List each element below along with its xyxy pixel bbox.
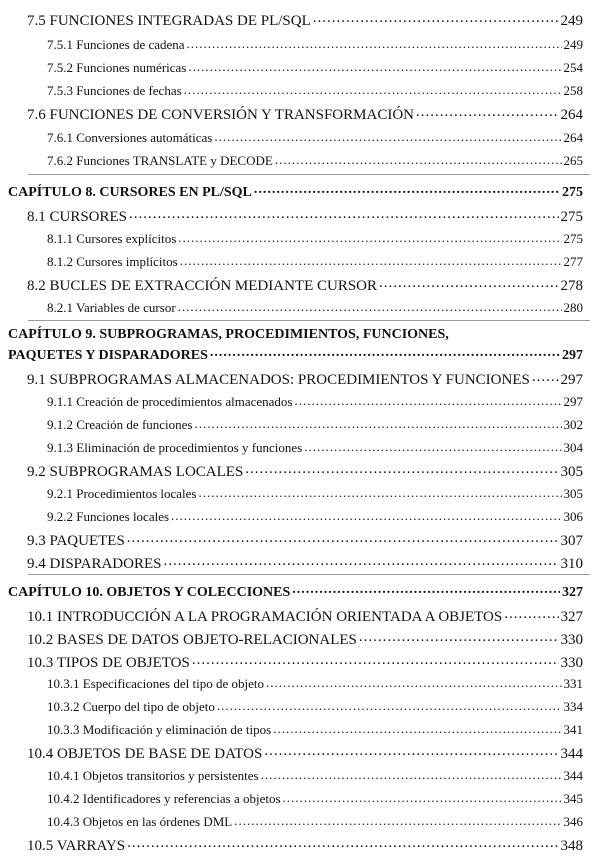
- toc-page: 258: [563, 83, 583, 98]
- toc-label: 9.2 SUBPROGRAMAS LOCALES: [27, 464, 244, 480]
- toc-page: 275: [560, 209, 583, 225]
- dot-leader: [275, 152, 562, 165]
- dot-leader: [129, 206, 558, 221]
- dot-leader: [180, 253, 562, 266]
- toc-entry[interactable]: [47, 698, 583, 715]
- toc-entry[interactable]: [47, 508, 583, 525]
- toc-entry[interactable]: [47, 59, 583, 76]
- toc-page: 310: [560, 556, 583, 572]
- toc-label: CAPÍTULO 10. OBJETOS Y COLECCIONES: [8, 585, 291, 600]
- toc-page: 346: [563, 814, 583, 829]
- toc-entry[interactable]: [47, 439, 583, 456]
- toc-page: 331: [563, 676, 583, 691]
- dot-leader: [187, 36, 562, 49]
- toc-entry[interactable]: [47, 721, 583, 738]
- toc-label: 9.4 DISPARADORES: [27, 556, 162, 572]
- toc-label: 10.3 TIPOS DE OBJETOS: [27, 655, 190, 671]
- dot-leader: [264, 743, 558, 758]
- toc-label: 8.2 BUCLES DE EXTRACCIÓN MEDIANTE CURSOR: [27, 278, 378, 294]
- toc-label: 9.3 PAQUETES: [27, 533, 125, 549]
- toc-entry[interactable]: [27, 206, 583, 226]
- toc-entry[interactable]: [27, 743, 583, 763]
- dot-leader: [214, 129, 561, 142]
- toc-entry[interactable]: [47, 82, 583, 99]
- toc-entry[interactable]: [47, 416, 583, 433]
- toc-entry[interactable]: [47, 767, 583, 784]
- toc-label: 8.1.1 Cursores explícitos: [47, 231, 177, 246]
- dot-leader: [188, 59, 561, 72]
- toc-entry[interactable]: [47, 299, 583, 316]
- toc-page: 297: [562, 348, 583, 363]
- toc-page: 265: [563, 153, 583, 168]
- toc-page: 264: [563, 130, 583, 145]
- toc-page: 305: [560, 464, 583, 480]
- toc-entry[interactable]: [27, 530, 583, 550]
- toc-label: 10.1 INTRODUCCIÓN A LA PROGRAMACIÓN ORIENTADA A OBJETOS: [27, 609, 503, 625]
- dot-leader: [217, 698, 562, 711]
- dot-leader: [178, 299, 562, 312]
- toc-entry[interactable]: [47, 36, 583, 53]
- toc-entry[interactable]: [27, 835, 583, 855]
- toc-page: 327: [562, 585, 583, 600]
- toc-label: 9.1.2 Creación de funciones: [47, 417, 193, 432]
- toc-label: 7.5.1 Funciones de cadena: [47, 37, 185, 52]
- toc-page: 278: [560, 278, 583, 294]
- toc-entry[interactable]: [47, 790, 583, 807]
- toc-page: 264: [560, 107, 583, 123]
- chapter-heading[interactable]: [8, 345, 583, 364]
- toc-entry[interactable]: [47, 813, 583, 830]
- toc-label: 9.1 SUBPROGRAMAS ALMACENADOS: PROCEDIMIENTOS Y FUNCIONES: [27, 372, 530, 388]
- toc-page: 249: [560, 13, 583, 29]
- toc-label: 10.3.1 Especificaciones del tipo de objeto: [47, 676, 264, 691]
- dot-leader: [294, 393, 561, 406]
- toc-page: 330: [560, 632, 583, 648]
- dot-leader: [266, 675, 562, 688]
- dot-leader: [416, 104, 559, 119]
- toc-page: 297: [563, 394, 583, 409]
- toc-page: 275: [563, 231, 583, 246]
- chapter-heading[interactable]: [8, 582, 583, 601]
- toc-label: 8.1 CURSORES: [27, 209, 128, 225]
- toc-label: 9.2.2 Funciones locales: [47, 509, 170, 524]
- chapter-heading-line: CAPÍTULO 9. SUBPROGRAMAS, PROCEDIMIENTOS, FUNCIONES,: [8, 327, 449, 342]
- dot-leader: [127, 835, 558, 850]
- toc-label: 7.6.1 Conversiones automáticas: [47, 130, 213, 145]
- toc-label: 10.3.3 Modificación y eliminación de tipos: [47, 722, 272, 737]
- toc-label: 10.4.1 Objetos transitorios y persistentes: [47, 768, 259, 783]
- dot-leader: [379, 275, 558, 290]
- toc-label: 7.6.2 Funciones TRANSLATE y DECODE: [47, 153, 273, 168]
- toc-page: 302: [563, 417, 583, 432]
- dot-leader: [304, 439, 561, 452]
- toc-label: 8.1.2 Cursores implícitos: [47, 254, 178, 269]
- toc-page: 307: [560, 533, 583, 549]
- toc-page: 249: [563, 37, 583, 52]
- dot-leader: [261, 767, 562, 780]
- dot-leader: [234, 813, 561, 826]
- toc-label: 10.4 OBJETOS DE BASE DE DATOS: [27, 746, 263, 762]
- dot-leader: [273, 721, 561, 734]
- toc-label: 9.1.1 Creación de procedimientos almacenados: [47, 394, 293, 409]
- toc-label: 9.2.1 Procedimientos locales: [47, 486, 197, 501]
- toc-entry[interactable]: [27, 369, 583, 389]
- toc-page: 277: [563, 254, 583, 269]
- toc-entry[interactable]: [27, 104, 583, 124]
- dot-leader: [192, 652, 559, 667]
- toc-label: 10.2 BASES DE DATOS OBJETO-RELACIONALES: [27, 632, 357, 648]
- toc-label: 7.5 FUNCIONES INTEGRADAS DE PL/SQL: [27, 13, 311, 29]
- dot-leader: [245, 461, 558, 476]
- dot-leader: [292, 582, 560, 596]
- toc-label: 7.5.3 Funciones de fechas: [47, 83, 182, 98]
- toc-entry[interactable]: [27, 10, 583, 30]
- dot-leader: [184, 82, 562, 95]
- toc-label: 10.4.3 Objetos en las órdenes DML: [47, 814, 233, 829]
- toc-label: 9.1.3 Eliminación de procedimientos y funciones: [47, 440, 303, 455]
- toc-page: 306: [563, 509, 583, 524]
- toc-entry[interactable]: [27, 553, 583, 573]
- toc-entry[interactable]: [47, 253, 583, 270]
- dot-leader: [178, 230, 561, 243]
- toc-entry[interactable]: [47, 129, 583, 146]
- toc-page: 341: [563, 722, 583, 737]
- toc-entry[interactable]: [47, 675, 583, 692]
- separator: [28, 174, 590, 175]
- toc-page: 275: [562, 185, 583, 200]
- toc-label: 7.5.2 Funciones numéricas: [47, 60, 187, 75]
- toc-entry[interactable]: [27, 606, 583, 626]
- toc-page: 280: [563, 300, 583, 315]
- toc-entry[interactable]: [27, 629, 583, 649]
- toc-entry[interactable]: [47, 485, 583, 502]
- toc-entry[interactable]: [47, 393, 583, 410]
- dot-leader: [198, 485, 561, 498]
- dot-leader: [254, 182, 560, 196]
- dot-leader: [127, 530, 559, 545]
- toc-page: 254: [563, 60, 583, 75]
- dot-leader: [171, 508, 561, 521]
- toc-label: 10.4.2 Identificadores y referencias a objetos: [47, 791, 281, 806]
- toc-page: 305: [563, 486, 583, 501]
- toc-page: 345: [563, 791, 583, 806]
- toc-page: 344: [560, 746, 583, 762]
- dot-leader: [283, 790, 562, 803]
- toc-entry[interactable]: [27, 275, 583, 295]
- toc-page: 330: [560, 655, 583, 671]
- dot-leader: [163, 553, 558, 568]
- dot-leader: [504, 606, 558, 621]
- dot-leader: [313, 10, 559, 25]
- toc-label: 10.5 VARRAYS: [27, 838, 126, 854]
- toc-entry[interactable]: [27, 461, 583, 481]
- toc-page: 334: [563, 699, 583, 714]
- dot-leader: [194, 416, 561, 429]
- toc-page: 327: [560, 609, 583, 625]
- toc-page: 348: [560, 838, 583, 854]
- toc-label: 10.3.2 Cuerpo del tipo de objeto: [47, 699, 215, 714]
- toc-entry[interactable]: [27, 652, 583, 672]
- separator: [28, 320, 590, 321]
- toc-entry[interactable]: [47, 230, 583, 247]
- toc-label: PAQUETES Y DISPARADORES: [8, 348, 208, 363]
- toc-label: 7.6 FUNCIONES DE CONVERSIÓN Y TRANSFORMACIÓN: [27, 107, 414, 123]
- toc-page: 344: [563, 768, 583, 783]
- toc-page: 304: [563, 440, 583, 455]
- toc-label: CAPÍTULO 8. CURSORES EN PL/SQL: [8, 185, 252, 200]
- toc-page: 297: [560, 372, 583, 388]
- toc-label: 8.2.1 Variables de cursor: [47, 300, 176, 315]
- dot-leader: [210, 345, 560, 359]
- chapter-heading[interactable]: [8, 182, 583, 201]
- dot-leader: [359, 629, 559, 644]
- separator: [28, 574, 590, 575]
- dot-leader: [532, 369, 559, 384]
- toc-entry[interactable]: [47, 152, 583, 169]
